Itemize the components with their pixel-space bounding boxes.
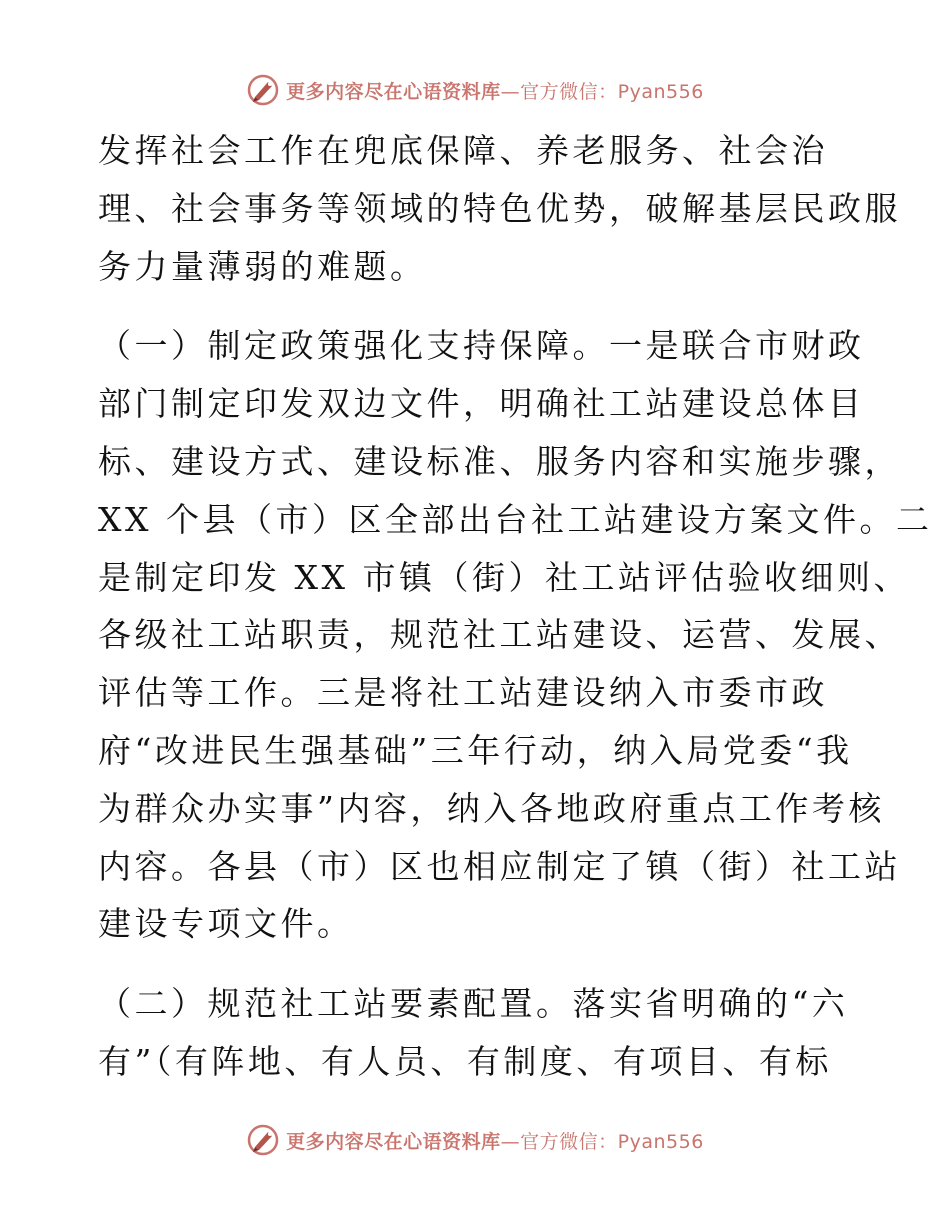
watermark-main-text: 更多内容尽在心语资料库 [286,80,501,103]
pen-logo-icon [246,73,280,107]
header-watermark [0,70,950,110]
document-body [98,122,933,1091]
text-line: （一）制定政策强化支持保障。一是联合市财政 [98,326,865,366]
paragraph-intro [98,122,901,295]
text-line: 务力量薄弱的难题。 [98,246,427,286]
watermark-wechat-text: 官方微信：Pyan556 [520,1130,704,1153]
text-line: 府“改进民生强基础”三年行动，纳入局党委“我 [98,730,853,770]
watermark-separator: — [500,80,521,103]
paragraph-section-2 [98,975,858,1091]
text-line: 为群众办实事”内容，纳入各地政府重点工作考核 [98,788,885,828]
text-line: 评估等工作。三是将社工站建设纳入市委市政 [98,673,828,713]
text-line: 部门制定印发双边文件，明确社工站建设总体目 [98,384,865,424]
text-line: （二）规范社工站要素配置。落实省明确的“六 [98,984,849,1024]
footer-watermark [0,1120,950,1160]
paragraph-section-1 [98,317,933,953]
text-line: 发挥社会工作在兜底保障、养老服务、社会治 [98,131,828,170]
text-line: 理、社会事务等领域的特色优势，破解基层民政服 [98,188,901,228]
pen-logo-icon [246,1123,280,1157]
text-line: 标、建设方式、建设标准、服务内容和实施步骤， [98,441,901,481]
text-line: 是制定印发 XX 市镇（街）社工站评估验收细则、 [98,557,910,597]
text-line: 内容。各县（市）区也相应制定了镇（街）社工站 [98,846,901,886]
text-line: 各级社工站职责，规范社工站建设、运营、发展、 [98,615,901,655]
watermark-wechat-text: 官方微信：Pyan556 [520,80,704,103]
text-line: XX 个县（市）区全部出台社工站建设方案文件。二 [98,499,933,539]
watermark-main-text: 更多内容尽在心语资料库 [286,1130,501,1153]
text-line: 有”（有阵地、有人员、有制度、有项目、有标 [98,1041,832,1081]
text-line: 建设专项文件。 [98,904,354,944]
watermark-separator: — [500,1130,521,1153]
